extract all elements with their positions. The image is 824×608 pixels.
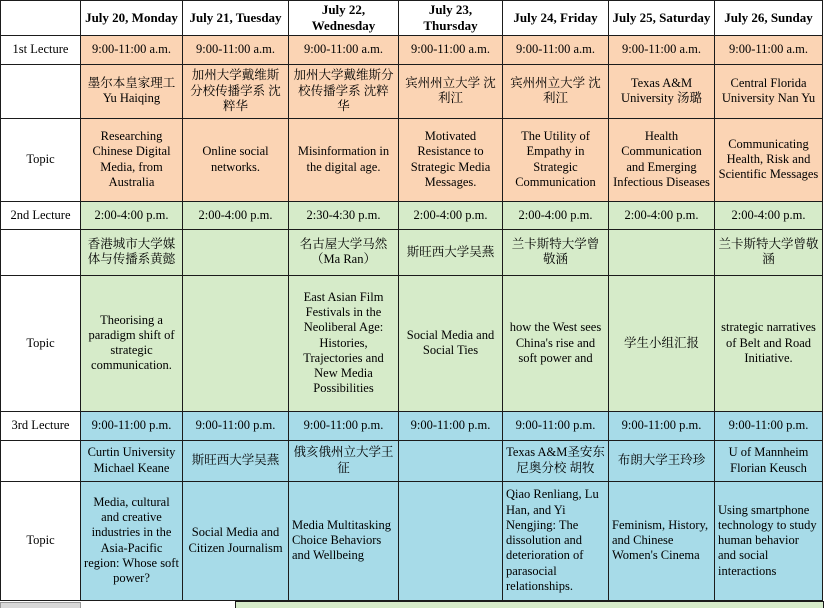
day-header-saturday: July 25, Saturday (609, 1, 715, 36)
second-lecture-topic-row (1, 275, 823, 411)
time-cell: 9:00-11:00 p.m. (503, 411, 609, 440)
topic-cell: Researching Chinese Digital Media, from Australia (81, 118, 183, 201)
speaker-cell (609, 229, 715, 275)
third-lecture-topic-row (1, 481, 823, 600)
topic-cell: Media, cultural and creative industries in the Asia-Pacific region: Whose soft power? (81, 481, 183, 600)
speaker-cell: Texas A&M圣安东尼奥分校 胡牧 (503, 440, 609, 481)
time-cell: 9:00-11:00 p.m. (715, 411, 823, 440)
row-label-second-lecture: 2nd Lecture (1, 201, 81, 229)
speaker-cell: 兰卡斯特大学曾敬涵 (503, 229, 609, 275)
row-label-first-lecture: 1st Lecture (1, 35, 81, 64)
time-cell: 9:00-11:00 p.m. (183, 411, 289, 440)
topic-cell: Communicating Health, Risk and Scientific Messages (715, 118, 823, 201)
time-cell: 2:00-4:00 p.m. (183, 201, 289, 229)
time-cell: 9:00-11:00 a.m. (183, 35, 289, 64)
time-cell: 9:00-11:00 a.m. (81, 35, 183, 64)
row-label-third-lecture: 3rd Lecture (1, 411, 81, 440)
partial-next-row (0, 601, 824, 608)
first-lecture-speaker-row (1, 64, 823, 118)
time-cell: 2:00-4:00 p.m. (81, 201, 183, 229)
topic-cell: Motivated Resistance to Strategic Media Messages. (399, 118, 503, 201)
speaker-cell: Texas A&M University 汤璐 (609, 64, 715, 118)
speaker-cell: 名古屋大学马然（Ma Ran） (289, 229, 399, 275)
speaker-cell (183, 229, 289, 275)
time-cell: 2:00-4:00 p.m. (399, 201, 503, 229)
row-label-empty (1, 440, 81, 481)
speaker-cell: Curtin University Michael Keane (81, 440, 183, 481)
topic-cell: Social Media and Citizen Journalism (183, 481, 289, 600)
partial-green-row (235, 601, 824, 608)
topic-cell (183, 275, 289, 411)
topic-cell: 学生小组汇报 (609, 275, 715, 411)
topic-cell: The Utility of Empathy in Strategic Communication (503, 118, 609, 201)
topic-cell: Theorising a paradigm shift of strategic communication. (81, 275, 183, 411)
time-cell: 2:30-4:30 p.m. (289, 201, 399, 229)
topic-cell: Misinformation in the digital age. (289, 118, 399, 201)
day-header-wednesday: July 22, Wednesday (289, 1, 399, 36)
speaker-cell (399, 440, 503, 481)
time-cell: 9:00-11:00 a.m. (715, 35, 823, 64)
time-cell: 9:00-11:00 a.m. (503, 35, 609, 64)
row-label-topic: Topic (1, 275, 81, 411)
speaker-cell: U of Mannheim Florian Keusch (715, 440, 823, 481)
time-cell: 9:00-11:00 p.m. (81, 411, 183, 440)
row-label-topic: Topic (1, 118, 81, 201)
second-lecture-speaker-row (1, 229, 823, 275)
third-lecture-speaker-row (1, 440, 823, 481)
topic-cell: strategic narratives of Belt and Road Initiative. (715, 275, 823, 411)
topic-cell: Qiao Renliang, Lu Han, and Yi Nengjing: The dissolution and deterioration of parasocial relationships. (503, 481, 609, 600)
third-lecture-time-row (1, 411, 823, 440)
topic-cell: how the West sees China's rise and soft power and (503, 275, 609, 411)
topic-cell: Media Multitasking Choice Behaviors and Wellbeing (289, 481, 399, 600)
topic-cell: Health Communication and Emerging Infectious Diseases (609, 118, 715, 201)
speaker-cell: 宾州州立大学 沈利江 (399, 64, 503, 118)
time-cell: 9:00-11:00 p.m. (289, 411, 399, 440)
day-header-thursday: July 23, Thursday (399, 1, 503, 36)
topic-cell: Social Media and Social Ties (399, 275, 503, 411)
speaker-cell: 俄亥俄州立大学王征 (289, 440, 399, 481)
time-cell: 9:00-11:00 a.m. (609, 35, 715, 64)
first-lecture-topic-row (1, 118, 823, 201)
speaker-cell: Central Florida University Nan Yu (715, 64, 823, 118)
speaker-cell: 香港城市大学媒体与传播系黄懿 (81, 229, 183, 275)
time-cell: 9:00-11:00 p.m. (399, 411, 503, 440)
topic-cell: Using smartphone technology to study human behavior and social interactions (715, 481, 823, 600)
row-label-empty (1, 64, 81, 118)
speaker-cell: 斯旺西大学吴燕 (183, 440, 289, 481)
row-label-topic: Topic (1, 481, 81, 600)
speaker-cell: 宾州州立大学 沈利江 (503, 64, 609, 118)
speaker-cell: 加州大学戴维斯分校传播学系 沈粹华 (289, 64, 399, 118)
time-cell: 2:00-4:00 p.m. (503, 201, 609, 229)
corner-cell (1, 1, 81, 36)
row-label-empty (1, 229, 81, 275)
first-lecture-time-row (1, 35, 823, 64)
header-row (1, 1, 823, 36)
speaker-cell: 加州大学戴维斯分校传播学系 沈粹华 (183, 64, 289, 118)
speaker-cell: 布朗大学王玲珍 (609, 440, 715, 481)
time-cell: 9:00-11:00 p.m. (609, 411, 715, 440)
partial-corner-cell (0, 602, 81, 608)
topic-cell: East Asian Film Festivals in the Neoliberal Age: Histories, Trajectories and New Media Possibilities (289, 275, 399, 411)
topic-cell (399, 481, 503, 600)
speaker-cell: 兰卡斯特大学曾敬涵 (715, 229, 823, 275)
speaker-cell: 墨尔本皇家理工 Yu Haiqing (81, 64, 183, 118)
time-cell: 2:00-4:00 p.m. (609, 201, 715, 229)
speaker-cell: 斯旺西大学吴燕 (399, 229, 503, 275)
day-header-friday: July 24, Friday (503, 1, 609, 36)
day-header-tuesday: July 21, Tuesday (183, 1, 289, 36)
time-cell: 2:00-4:00 p.m. (715, 201, 823, 229)
topic-cell: Online social networks. (183, 118, 289, 201)
day-header-monday: July 20, Monday (81, 1, 183, 36)
topic-cell: Feminism, History, and Chinese Women's Cinema (609, 481, 715, 600)
day-header-sunday: July 26, Sunday (715, 1, 823, 36)
time-cell: 9:00-11:00 a.m. (399, 35, 503, 64)
second-lecture-time-row (1, 201, 823, 229)
time-cell: 9:00-11:00 a.m. (289, 35, 399, 64)
